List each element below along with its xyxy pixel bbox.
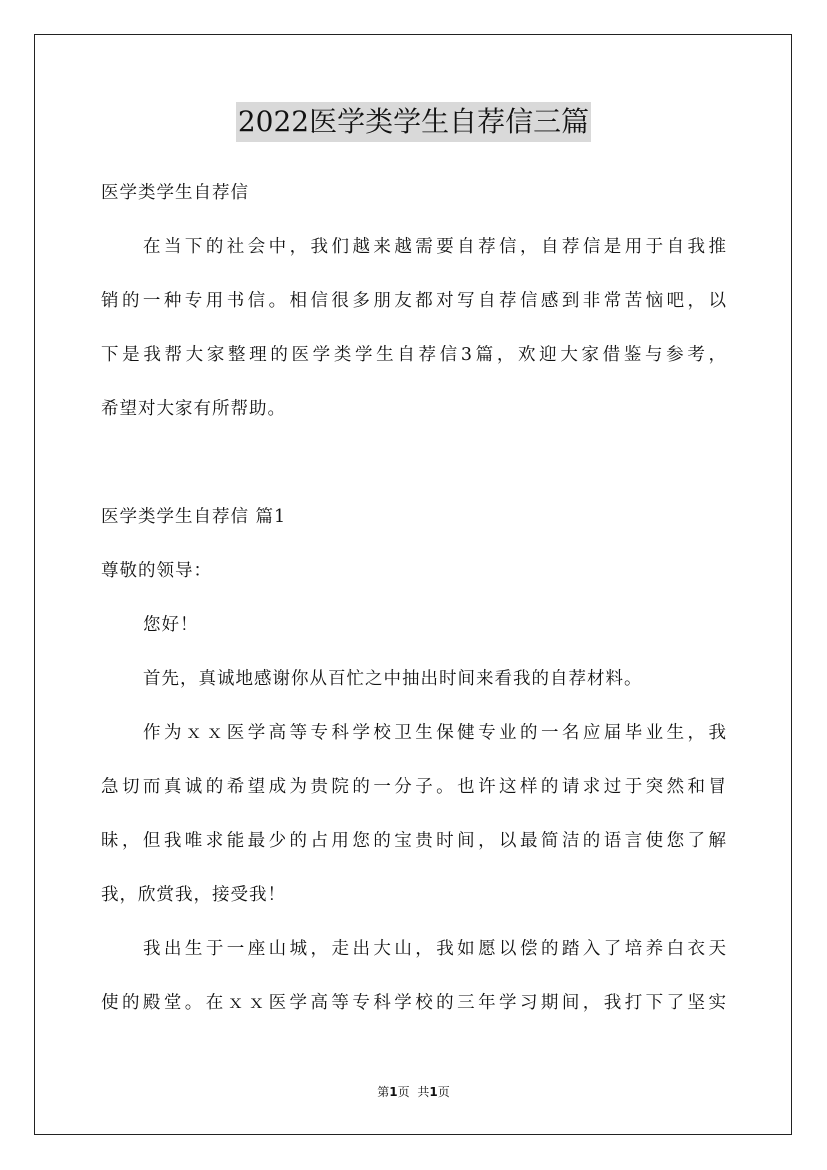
text-line: 医学类学生自荐信 篇1	[101, 507, 287, 527]
text-line: 作为ｘｘ医学高等专科学校卫生保健专业的一名应届毕业生，我	[143, 723, 727, 743]
text-line: 您好！	[143, 615, 199, 635]
text-line: 使的殿堂。在ｘｘ医学高等专科学校的三年学习期间，我打下了坚实	[101, 993, 727, 1013]
paragraph-gap	[101, 436, 727, 490]
text-line: 在当下的社会中，我们越来越需要自荐信，自荐信是用于自我推	[143, 237, 727, 257]
text-line: 尊敬的领导：	[101, 561, 212, 581]
text-line: 希望对大家有所帮助。	[101, 399, 286, 419]
footer-page-prefix: 第	[377, 1085, 390, 1099]
title-container	[0, 102, 827, 142]
text-line: 医学类学生自荐信	[101, 183, 249, 203]
text-line: 我出生于一座山城，走出大山，我如愿以偿的踏入了培养白衣天	[143, 939, 727, 959]
document-title: 2022医学类学生自荐信三篇	[236, 102, 591, 142]
text-line: 首先，真诚地感谢你从百忙之中抽出时间来看我的自荐材料。	[143, 669, 643, 689]
text-line: 昧，但我唯求能最少的占用您的宝贵时间，以最简洁的语言使您了解	[101, 831, 727, 851]
page-footer	[0, 1084, 827, 1100]
footer-total-prefix: 共	[417, 1085, 430, 1099]
document-body	[101, 166, 727, 1030]
footer-page-number: 1	[389, 1085, 398, 1099]
footer-page-suffix: 页	[397, 1085, 410, 1099]
text-line: 销的一种专用书信。相信很多朋友都对写自荐信感到非常苦恼吧，以	[101, 291, 727, 311]
footer-total-suffix: 页	[437, 1085, 450, 1099]
text-line: 我，欣赏我，接受我！	[101, 885, 286, 905]
footer-total-number: 1	[429, 1085, 438, 1099]
text-line: 急切而真诚的希望成为贵院的一分子。也许这样的请求过于突然和冒	[101, 777, 727, 797]
text-line: 下是我帮大家整理的医学类学生自荐信3篇，欢迎大家借鉴与参考，	[101, 345, 727, 365]
